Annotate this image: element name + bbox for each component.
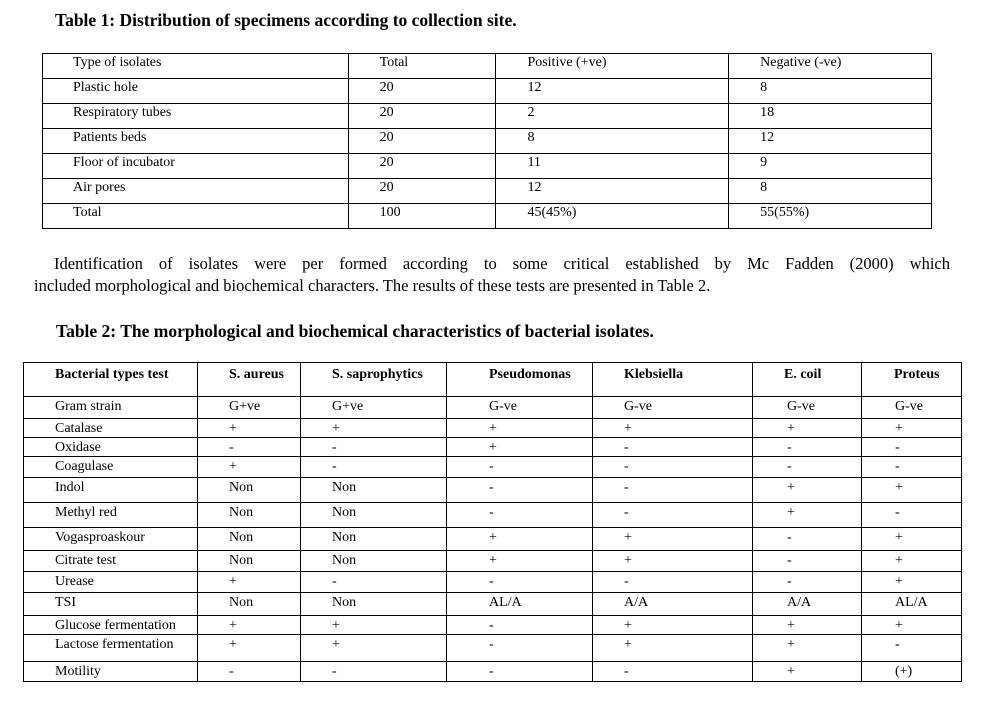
table1-cell: 20 xyxy=(348,129,496,154)
table1-header-row xyxy=(43,54,932,79)
table1-header-cell: Type of isolates xyxy=(43,54,349,79)
table2-cell: + xyxy=(862,478,962,503)
table2-cell: - xyxy=(593,662,753,682)
table2-cell: Non xyxy=(301,593,447,616)
table2-cell: Non xyxy=(301,551,447,572)
table1-cell: 12 xyxy=(496,179,729,204)
table2-cell: G-ve xyxy=(593,397,753,419)
table1-cell: 9 xyxy=(729,154,932,179)
table2-cell: + xyxy=(447,551,593,572)
table2-cell: G+ve xyxy=(301,397,447,419)
table2-cell: - xyxy=(753,528,862,551)
table2-cell: Coagulase xyxy=(24,457,198,478)
table2-cell: G-ve xyxy=(447,397,593,419)
table2-cell: + xyxy=(753,616,862,635)
table1-cell: 55(55%) xyxy=(729,204,932,229)
table2-cell: - xyxy=(593,438,753,457)
table2-cell: - xyxy=(593,478,753,503)
table2-cell: Catalase xyxy=(24,419,198,438)
table1-caption: Table 1: Distribution of specimens according to collection site. xyxy=(55,10,517,30)
table2-caption: Table 2: The morphological and biochemical characteristics of bacterial isolates. xyxy=(56,321,654,341)
table2-cell: + xyxy=(301,419,447,438)
table1-cell: Plastic hole xyxy=(43,79,349,104)
table2-cell: Non xyxy=(301,478,447,503)
table2-cell: - xyxy=(593,457,753,478)
table2-cell: + xyxy=(447,528,593,551)
table1-cell: Floor of incubator xyxy=(43,154,349,179)
table1-cell: 12 xyxy=(496,79,729,104)
table1-cell: 20 xyxy=(348,79,496,104)
table1-cell: 45(45%) xyxy=(496,204,729,229)
table2-row xyxy=(24,551,962,572)
table2-cell: Glucose fermentation xyxy=(24,616,198,635)
table2-cell: Non xyxy=(301,503,447,528)
table2-cell: Non xyxy=(198,528,301,551)
table2-cell: - xyxy=(447,635,593,662)
table1-row xyxy=(43,154,932,179)
table2-cell: + xyxy=(447,438,593,457)
table2-cell: - xyxy=(301,572,447,593)
table2-cell: + xyxy=(198,457,301,478)
table2-cell: Citrate test xyxy=(24,551,198,572)
table2-header-cell: S. saprophytics xyxy=(301,363,447,397)
table2-cell: + xyxy=(753,419,862,438)
table1-row xyxy=(43,204,932,229)
table2-cell: AL/A xyxy=(447,593,593,616)
table2-cell: Urease xyxy=(24,572,198,593)
table2-row xyxy=(24,457,962,478)
table1-cell: 18 xyxy=(729,104,932,129)
table2-cell: A/A xyxy=(753,593,862,616)
table2-cell: + xyxy=(198,635,301,662)
table2-cell: + xyxy=(447,419,593,438)
table2-cell: - xyxy=(301,457,447,478)
table2-cell: Non xyxy=(198,551,301,572)
table2-cell: Non xyxy=(198,593,301,616)
table2-row xyxy=(24,478,962,503)
table1-cell: 100 xyxy=(348,204,496,229)
table2-cell: - xyxy=(447,572,593,593)
table1-row xyxy=(43,79,932,104)
table2-cell: - xyxy=(447,662,593,682)
table2-cell: - xyxy=(753,457,862,478)
table2-cell: G+ve xyxy=(198,397,301,419)
table1-cell: Respiratory tubes xyxy=(43,104,349,129)
table2-cell: + xyxy=(301,635,447,662)
table2-cell: - xyxy=(447,616,593,635)
table2-cell: G-ve xyxy=(862,397,962,419)
table2-cell: - xyxy=(862,457,962,478)
table2-cell: TSI xyxy=(24,593,198,616)
table2-cell: - xyxy=(862,438,962,457)
table2-header-cell: Klebsiella xyxy=(593,363,753,397)
table2-cell: + xyxy=(753,478,862,503)
table1-cell: 20 xyxy=(348,104,496,129)
table2-header-cell: Proteus xyxy=(862,363,962,397)
table2-row xyxy=(24,397,962,419)
table2-cell: Vogasproaskour xyxy=(24,528,198,551)
table2-row xyxy=(24,503,962,528)
table2-cell: - xyxy=(198,662,301,682)
table2-cell: + xyxy=(593,616,753,635)
table2-header-row xyxy=(24,363,962,397)
table2-cell: + xyxy=(862,528,962,551)
table1-cell: 12 xyxy=(729,129,932,154)
table2-cell: + xyxy=(593,419,753,438)
table1-cell: Total xyxy=(43,204,349,229)
table1-cell: 8 xyxy=(496,129,729,154)
table2-row xyxy=(24,635,962,662)
table2-cell: - xyxy=(593,572,753,593)
table2-cell: Indol xyxy=(24,478,198,503)
table2-cell: - xyxy=(301,662,447,682)
table2-row xyxy=(24,419,962,438)
table2-row xyxy=(24,438,962,457)
table2-cell: Oxidase xyxy=(24,438,198,457)
table2-cell: + xyxy=(862,572,962,593)
table2-cell: - xyxy=(862,635,962,662)
table2-header-cell: E. coil xyxy=(753,363,862,397)
table2-cell: Methyl red xyxy=(24,503,198,528)
table2-cell: (+) xyxy=(862,662,962,682)
table2-cell: Motility xyxy=(24,662,198,682)
paragraph-line-1: Identification of isolates were per formed according to some critical established by Mc Fadden (2000) which xyxy=(54,254,950,273)
table2-cell: - xyxy=(447,457,593,478)
table2-row xyxy=(24,528,962,551)
table2-row xyxy=(24,572,962,593)
table2-cell: + xyxy=(198,419,301,438)
table1-cell: 8 xyxy=(729,79,932,104)
table2-cell: - xyxy=(862,503,962,528)
body-paragraph xyxy=(34,253,950,297)
table1-cell: 20 xyxy=(348,154,496,179)
table2-cell: A/A xyxy=(593,593,753,616)
table2-cell: - xyxy=(753,551,862,572)
table2-cell: + xyxy=(862,551,962,572)
table2-row xyxy=(24,662,962,682)
table2-cell: + xyxy=(753,662,862,682)
table2-cell: - xyxy=(593,503,753,528)
table1-header-cell: Total xyxy=(348,54,496,79)
table2-header-cell: S. aureus xyxy=(198,363,301,397)
table2-cell: + xyxy=(753,635,862,662)
table2-cell: Non xyxy=(198,503,301,528)
table2-cell: + xyxy=(593,551,753,572)
table1-header-cell: Negative (-ve) xyxy=(729,54,932,79)
table1-cell: 11 xyxy=(496,154,729,179)
table2-cell: Non xyxy=(301,528,447,551)
table2-cell: + xyxy=(198,572,301,593)
table2-cell: + xyxy=(198,616,301,635)
table2-cell: + xyxy=(862,616,962,635)
table2-cell: - xyxy=(753,572,862,593)
table1-cell: 2 xyxy=(496,104,729,129)
table-bacterial-characteristics xyxy=(23,362,962,682)
table2-cell: Lactose fermentation xyxy=(24,635,198,662)
table1-row xyxy=(43,179,932,204)
table1-cell: 8 xyxy=(729,179,932,204)
table2-cell: - xyxy=(447,478,593,503)
table2-cell: - xyxy=(447,503,593,528)
table2-header-cell: Bacterial types test xyxy=(24,363,198,397)
table2-cell: + xyxy=(593,635,753,662)
table2-cell: Non xyxy=(198,478,301,503)
table2-cell: + xyxy=(301,616,447,635)
table1-row xyxy=(43,104,932,129)
table2-cell: + xyxy=(862,419,962,438)
table2-cell: G-ve xyxy=(753,397,862,419)
table2-row xyxy=(24,593,962,616)
table1-cell: 20 xyxy=(348,179,496,204)
table1-cell: Patients beds xyxy=(43,129,349,154)
table2-cell: AL/A xyxy=(862,593,962,616)
table2-cell: + xyxy=(753,503,862,528)
table2-cell: - xyxy=(198,438,301,457)
paragraph-line-2: included morphological and biochemical characters. The results of these tests are presented in Table 2. xyxy=(34,276,711,295)
table1-cell: Air pores xyxy=(43,179,349,204)
table2-cell: Gram strain xyxy=(24,397,198,419)
table1-row xyxy=(43,129,932,154)
table2-header-cell: Pseudomonas xyxy=(447,363,593,397)
table2-cell: - xyxy=(301,438,447,457)
table2-cell: + xyxy=(593,528,753,551)
table-specimen-distribution xyxy=(42,53,932,229)
table2-cell: - xyxy=(753,438,862,457)
table2-row xyxy=(24,616,962,635)
table1-header-cell: Positive (+ve) xyxy=(496,54,729,79)
